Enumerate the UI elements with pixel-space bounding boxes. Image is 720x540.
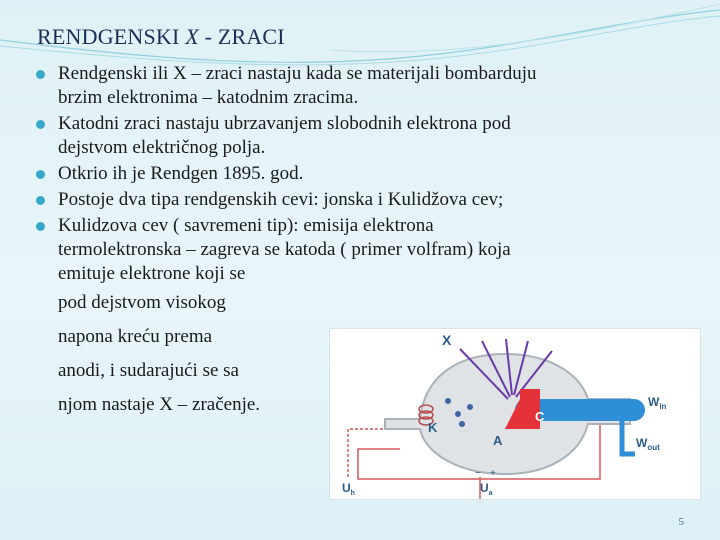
svg-text:Win: $W_{in}$ xyxy=(648,395,667,411)
svg-text:Ua: $U_a$ xyxy=(480,481,493,497)
bullet-icon xyxy=(36,196,45,205)
svg-text:X: X xyxy=(442,332,452,348)
svg-text:C: C xyxy=(535,409,545,424)
continued-text: pod dejstvom visokog napona kreću prema anodi, i sudarajući se sa njom nastaje X – zračenje. xyxy=(58,292,261,415)
bullet-item: Postoje dva tipa rendgenskih cevi: jonska i Kulidžova cev; xyxy=(36,188,696,212)
svg-text:+: + xyxy=(490,468,496,479)
svg-text:Uh: $U_h$ xyxy=(342,481,355,497)
svg-text:A: A xyxy=(493,433,503,448)
bullet-icon xyxy=(36,120,45,129)
bullet-item: Kulidzova cev ( savremeni tip): emisija elektrona termolektronska – zagreva se katoda ( primer volfram) koja emituje elektrone koji se pod dejstvom visokog napona kreću prema anodi, i sudarajući se sa njom nastaje X – zračenje. xyxy=(36,214,696,422)
slide-title: RENDGENSKI X - ZRACI xyxy=(37,24,285,49)
bullet-icon xyxy=(36,170,45,179)
xray-tube-diagram xyxy=(329,328,701,500)
bullet-icon xyxy=(36,222,45,231)
bullet-item: Katodni zraci nastaju ubrzavanjem slobodnih elektrona pod dejstvom električnog polja. xyxy=(36,112,696,160)
svg-text:Wout: $W_{out}$ xyxy=(636,436,660,452)
svg-text:K: K xyxy=(428,420,438,435)
bullet-item: Rendgenski ili X – zraci nastaju kada se materijali bombarduju brzim elektronima – katodnim zracima. xyxy=(36,62,696,110)
bullet-icon xyxy=(36,70,45,79)
page-number: 5 xyxy=(678,516,684,528)
cooling-outlet xyxy=(622,421,635,454)
bullet-item: Otkrio ih je Rendgen 1895. god. xyxy=(36,162,696,186)
svg-text:−: − xyxy=(475,468,481,479)
